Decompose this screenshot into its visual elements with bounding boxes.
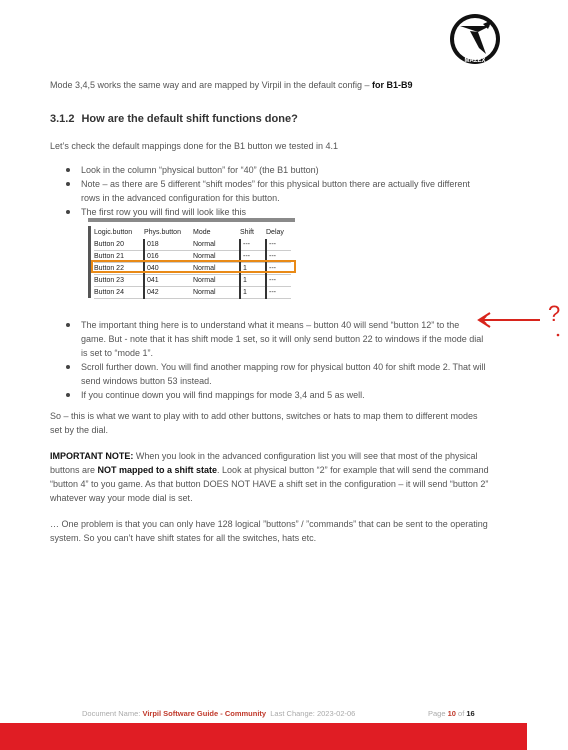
page-number: Page 10 of 16 xyxy=(428,709,475,718)
document-name: Virpil Software Guide - Community xyxy=(142,709,267,718)
question-mark: ? xyxy=(548,301,561,326)
section-heading xyxy=(50,113,298,125)
total-pages: 16 xyxy=(466,709,475,718)
current-page: 10 xyxy=(447,709,456,718)
table-row-highlighted: Button 22 040 Normal 1 --- xyxy=(94,263,291,275)
col-header: Shift xyxy=(240,228,255,236)
table-row: Button 20 018 Normal --- --- xyxy=(94,239,291,251)
table-row: Button 21 016 Normal --- --- xyxy=(94,251,291,263)
change-date: 2023-02-06 xyxy=(316,709,356,718)
col-header: Delay xyxy=(266,228,284,236)
footer-document-info: Document Name: Virpil Software Guide - Community Last Change: 2023-02-06 xyxy=(82,709,356,718)
note-label: IMPORTANT NOTE: xyxy=(50,451,134,461)
mazex-logo xyxy=(448,12,502,66)
col-header: Phys.button xyxy=(144,228,181,236)
list-item: If you continue down you will find mappings for mode 3,4 and 5 as well. xyxy=(66,388,486,402)
paragraph: … One problem is that you can only have 128 logical ”buttons” / ”commands” that can be sent to the operating system. So you can’t have shift states for all the switches, hats etc. xyxy=(50,519,488,543)
row-highlight-box xyxy=(91,260,296,273)
list-item: The important thing here is to understand what it means – button 40 will send “button 12” to the game. But - note that it has shift mode 1 set, so it will only send button 22 to windows if the mode dial is set to “mode 1”. xyxy=(66,318,486,360)
section-number: 3.1.2 xyxy=(50,113,75,125)
footer-red-bar xyxy=(0,723,527,750)
bullet-list-bottom xyxy=(66,318,486,402)
list-item: The first row you will find will look like this xyxy=(66,205,486,219)
intro-bold: for B1-B9 xyxy=(372,80,413,90)
table-row: Button 24 042 Normal 1 --- xyxy=(94,287,291,299)
list-item: Look in the column “physical button” for “40” (the B1 button) xyxy=(66,163,486,177)
list-item: Scroll further down. You will find another mapping row for physical button 40 for shift mode 2. That will send windows button 53 instead. xyxy=(66,360,486,388)
section-title: How are the default shift functions done? xyxy=(81,113,298,125)
note-bold: NOT mapped to a shift state xyxy=(97,465,218,475)
red-annotation-arrow xyxy=(476,295,568,345)
bullet-list-top xyxy=(66,163,486,219)
table-row: Button 23 041 Normal 1 --- xyxy=(94,275,291,287)
lead-paragraph: Let’s check the default mappings done for the B1 button we tested in 4.1 xyxy=(50,141,339,151)
list-item: Note – as there are 5 different “shift modes” for this physical button there are actually five different rows in the advanced configuration for this button. xyxy=(66,177,486,205)
intro-paragraph: Mode 3,4,5 works the same way and are mapped by Virpil in the default config – for B1-B9 xyxy=(50,80,413,90)
table-header-row xyxy=(94,226,291,239)
important-note: IMPORTANT NOTE: When you look in the advanced configuration list you will see that most of the physical buttons are NOT mapped to a shift state. Look at physical button “2” for example that will send the command “button 4” to you game. As that button DOES NOT HAVE a shift set in the configuration – it will send “button 2” whatever way your mode dial is set. xyxy=(50,451,489,503)
logo-text: MAZEX xyxy=(464,58,486,64)
col-header: Mode xyxy=(193,228,211,236)
col-header: Logic.button xyxy=(94,228,133,236)
paragraph: So – this is what we want to play with to add other buttons, switches or hats to map them to different modes set by the dial. xyxy=(50,411,478,435)
